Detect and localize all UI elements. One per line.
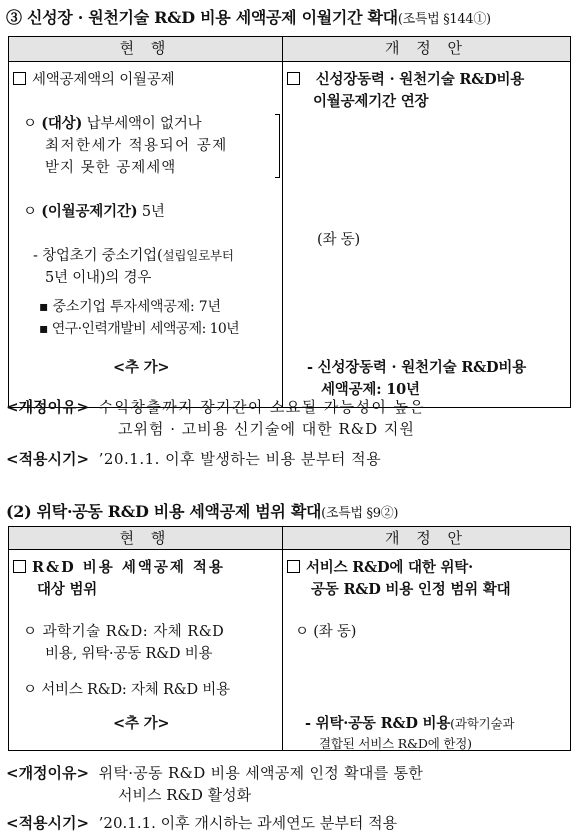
- section2-revised-cell: 서비스 R&D에 대한 위탁· 공동 R&D 비용 인정 범위 확대 ㅇ (좌 동) - 위탁·공동 R&D 비용(과학기술과 결합된 서비스 R&D에 한정): [283, 550, 571, 751]
- section1-title: ③ 신성장 · 원천기술 R&D 비용 세액공제 이월기간 확대(조특법 §144①): [6, 8, 491, 27]
- section2-new-item: - 위탁·공동 R&D 비용(과학기술과: [305, 715, 515, 732]
- section1-same: (좌 동): [317, 232, 360, 248]
- section2-revised-heading: 서비스 R&D에 대한 위탁·: [287, 556, 473, 577]
- section1-header-revised: 개 정 안: [283, 37, 571, 62]
- section2-title: (2) 위탁·공동 R&D 비용 세액공제 범위 확대(조특법 §9②): [6, 502, 399, 521]
- section1-target-text: 최저한세가 적용되어 공제: [45, 138, 228, 154]
- section2-header-revised: 개 정 안: [283, 527, 571, 550]
- section1-item-rnd: ▪ 연구·인력개발비 세액공제: 10년: [39, 321, 240, 337]
- section1-header-current: 현 행: [9, 37, 283, 62]
- section2-science-rnd: ㅇ 과학기술 R&D: 자체 R&D: [23, 624, 225, 640]
- section1-current-heading: 세액공제액의 이월공제: [13, 68, 174, 89]
- section1-target-label: (대상): [41, 115, 83, 132]
- checkbox-square-icon: [287, 560, 300, 573]
- section1-startup: - 창업초기 중소기업(설립일로부터: [33, 248, 234, 264]
- section2-service-rnd: ㅇ 서비스 R&D: 자체 R&D 비용: [23, 682, 230, 698]
- section2-current-cell: R&D 비용 세액공제 적용 대상 범위 ㅇ 과학기술 R&D: 자체 R&D 비용, 위탁·공동 R&D 비용 ㅇ 서비스 R&D: 자체 R&D 비용 <추 가>: [9, 550, 283, 751]
- bracket-decoration: [275, 114, 280, 178]
- section1-period-label: (이월공제기간): [41, 203, 138, 220]
- section2-same: ㅇ (좌 동): [295, 624, 357, 640]
- section2-current-heading: R&D 비용 세액공제 적용: [13, 556, 225, 577]
- section2-reason: <개정이유> 위탁·공동 R&D 비용 세액공제 인정 확대를 통한: [6, 764, 424, 782]
- section2-added: <추 가>: [113, 715, 170, 732]
- section1-reason: <개정이유> 수익창출까지 장기간이 소요될 가능성이 높은: [6, 398, 426, 416]
- section2-apply: <적용시기> ’20.1.1. 이후 개시하는 과세연도 분부터 적용: [6, 814, 398, 832]
- checkbox-square-icon: [13, 72, 26, 85]
- section1-revised-heading: 신성장동력 · 원천기술 R&D비용: [287, 68, 524, 89]
- section1-added: <추 가>: [113, 359, 170, 376]
- section1-new-item: - 신성장동력 · 원천기술 R&D비용: [307, 359, 527, 376]
- section1-item-investment: ▪ 중소기업 투자세액공제: 7년: [39, 299, 221, 315]
- section1-revised-cell: 신성장동력 · 원천기술 R&D비용 이월공제기간 연장 (좌 동) - 신성장동력 · 원천기술 R&D비용 세액공제: 10년: [283, 62, 571, 408]
- checkbox-square-icon: [287, 72, 300, 85]
- section1-current-cell: 세액공제액의 이월공제 ㅇ (대상) 납부세액이 없거나 최저한세가 적용되어 공제 받지 못한 공제세액 ㅇ (이월공제기간) 5년 - 창업초기 중소기업(설립일로부터 5년 이내)의 경우 ▪ 중소기업 투자세액공제: 7년 ▪ 연구·인력개발비 세액공제: 10년 <추 가>: [9, 62, 283, 408]
- section2-comparison-table: [8, 526, 571, 751]
- section1-comparison-table: [8, 36, 571, 408]
- checkbox-square-icon: [13, 560, 26, 573]
- section2-header-current: 현 행: [9, 527, 283, 550]
- section1-apply: <적용시기> ’20.1.1. 이후 발생하는 비용 분부터 적용: [6, 450, 382, 468]
